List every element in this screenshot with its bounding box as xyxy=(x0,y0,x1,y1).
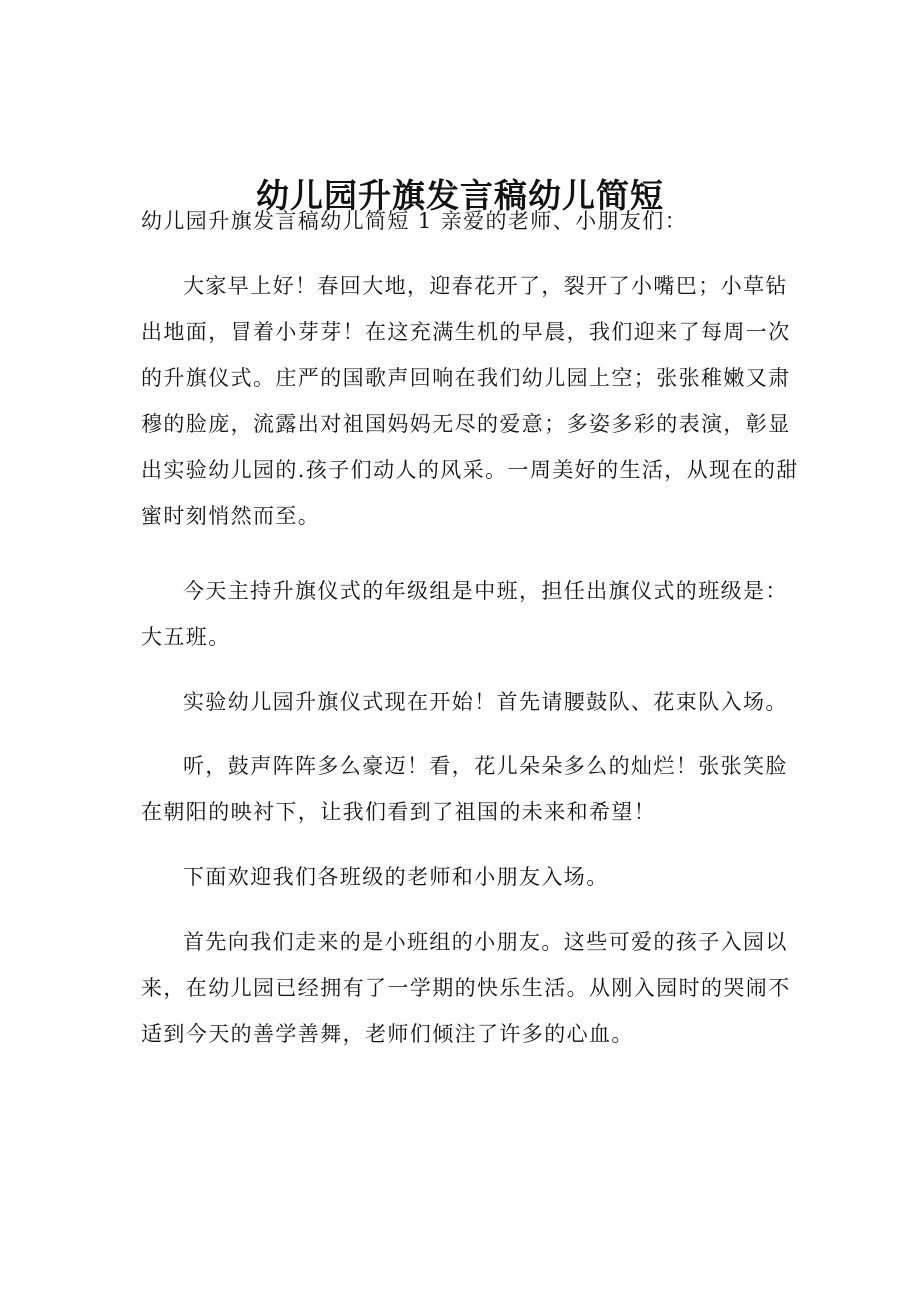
paragraph-line: 大五班。 xyxy=(141,625,231,649)
small-class-paragraph xyxy=(141,919,791,1057)
paragraph-line: 今天主持升旗仪式的年级组是中班，担任出旗仪式的班级是： xyxy=(183,579,788,603)
paragraph-line: 出实验幼儿园的.孩子们动人的风采。一周美好的生活，从现在的甜 xyxy=(141,458,799,482)
paragraph-line: 大家早上好！春回大地，迎春花开了，裂开了小嘴巴；小草钻 xyxy=(183,274,788,298)
paragraph-line: 适到今天的善学善舞，老师们倾注了许多的心血。 xyxy=(141,1022,634,1046)
greeting-paragraph xyxy=(141,263,799,539)
paragraph-line: 蜜时刻悄然而至。 xyxy=(141,504,321,528)
host-paragraph xyxy=(141,568,788,660)
paragraph-line: 听，鼓声阵阵多么豪迈！看，花儿朵朵多么的灿烂！张张笑脸 xyxy=(183,754,788,778)
paragraph-line: 下面欢迎我们各班级的老师和小朋友入场。 xyxy=(183,865,609,889)
welcome-paragraph xyxy=(141,854,781,900)
paragraph-line: 首先向我们走来的是小班组的小朋友。这些可爱的孩子入园以 xyxy=(183,930,788,954)
page-title: 幼儿园升旗发言稿幼儿简短 xyxy=(256,176,664,216)
paragraph-line: 出地面，冒着小芽芽！在这充满生机的早晨，我们迎来了每周一次 xyxy=(141,320,791,344)
intro-paragraph xyxy=(141,198,781,244)
paragraph-line: 穆的脸庞，流露出对祖国妈妈无尽的爱意；多姿多彩的表演，彰显 xyxy=(141,412,791,436)
paragraph-line: 幼儿园升旗发言稿幼儿简短 1 亲爱的老师、小朋友们： xyxy=(141,209,688,233)
paragraph-line: 来，在幼儿园已经拥有了一学期的快乐生活。从刚入园时的哭闹不 xyxy=(141,976,791,1000)
paragraph-line: 实验幼儿园升旗仪式现在开始！首先请腰鼓队、花束队入场。 xyxy=(183,690,788,714)
paragraph-line: 在朝阳的映衬下，让我们看到了祖国的未来和希望！ xyxy=(141,800,657,824)
paragraph-line: 的升旗仪式。庄严的国歌声回响在我们幼儿园上空；张张稚嫩又肃 xyxy=(141,366,791,390)
drums-paragraph xyxy=(141,743,788,835)
ceremony-start-paragraph xyxy=(141,679,788,725)
